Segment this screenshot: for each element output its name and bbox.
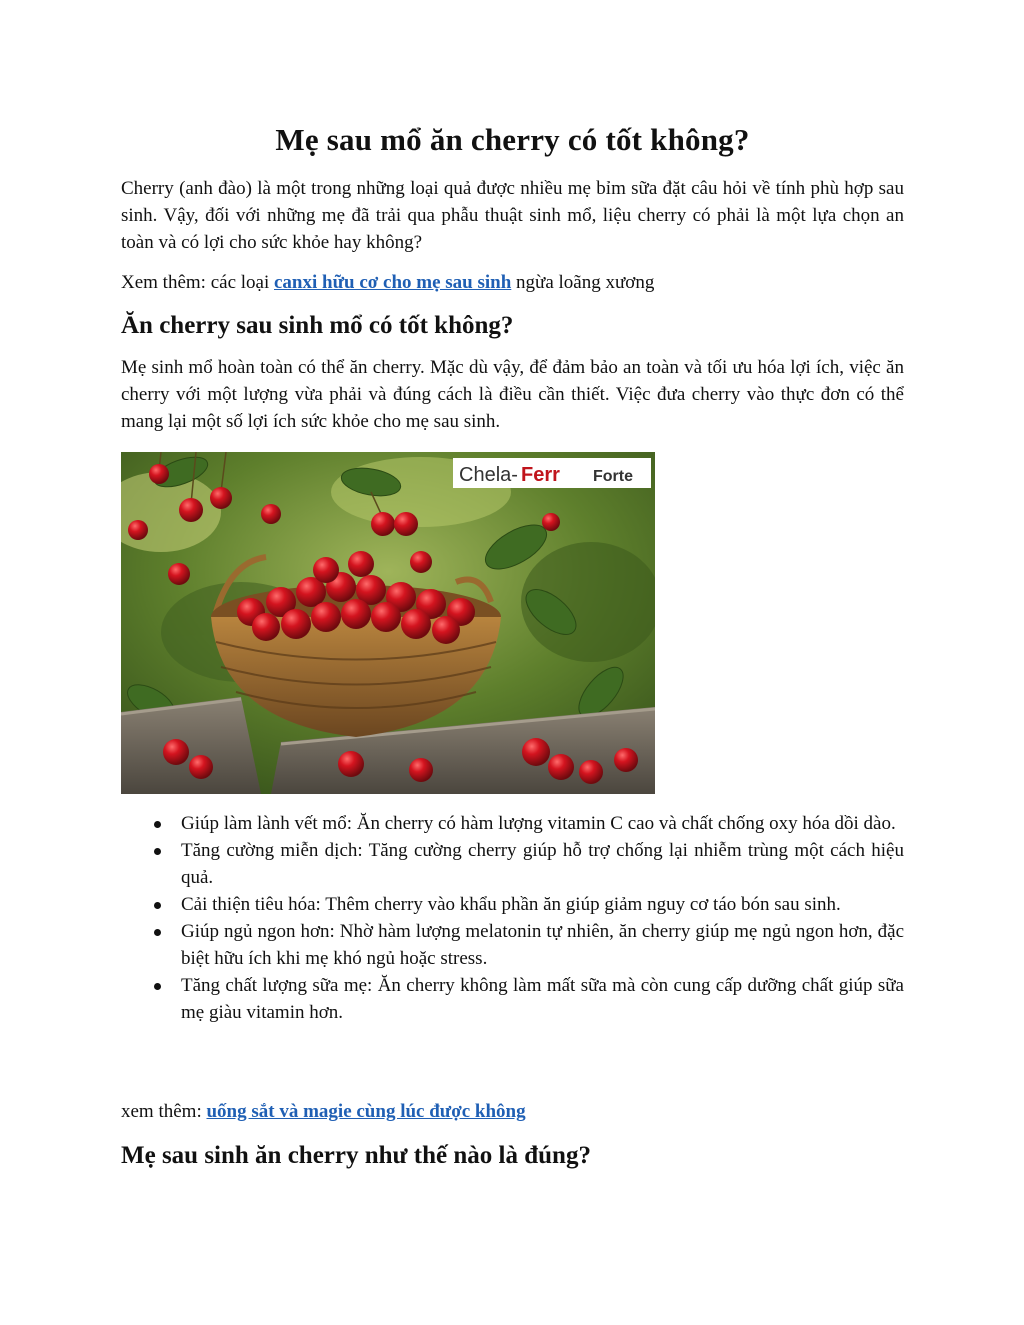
brand-ferr: Ferr bbox=[521, 464, 560, 486]
section-1-paragraph: Mẹ sinh mổ hoàn toàn có thể ăn cherry. Mặc dù vậy, để đảm bảo an toàn và tối ưu hóa lợi ích, việc ăn cherry với một lượng vừa phải và đúng cách là điều cần thiết. Việc đưa cherry vào thực đơn có thể mang lại một số lợi ích sức khỏe cho mẹ sau sinh. bbox=[121, 357, 904, 432]
cherry-basket-illustration bbox=[121, 452, 655, 794]
brand-forte: Forte bbox=[593, 468, 633, 485]
list-item: Tăng chất lượng sữa mẹ: Ăn cherry không làm mất sữa mà còn cung cấp dưỡng chất giúp sữa mẹ giàu vitamin hơn. bbox=[181, 972, 904, 1026]
intro-paragraph: Cherry (anh đào) là một trong những loại quả được nhiều mẹ bỉm sữa đặt câu hỏi về tính phù hợp sau sinh. Vậy, đối với những mẹ đã trải qua phẫu thuật sinh mổ, liệu cherry có phải là một lựa chọn an toàn và có lợi cho sức khỏe hay không? bbox=[121, 178, 904, 253]
benefits-list bbox=[121, 810, 904, 1026]
brand-chela: Chela- bbox=[459, 464, 518, 486]
link-uong-sat-magie[interactable]: uống sắt và magie cùng lúc được không bbox=[206, 1101, 526, 1122]
page-title: Mẹ sau mổ ăn cherry có tốt không? bbox=[275, 122, 750, 157]
link-canxi-huu-co[interactable]: canxi hữu cơ cho mẹ sau sinh bbox=[274, 272, 512, 293]
list-item: Cải thiện tiêu hóa: Thêm cherry vào khẩu phần ăn giúp giảm nguy cơ táo bón sau sinh. bbox=[181, 891, 904, 918]
brand-logo bbox=[453, 458, 651, 488]
list-item: Giúp ngủ ngon hơn: Nhờ hàm lượng melatonin tự nhiên, ăn cherry giúp mẹ ngủ ngon hơn, đặc biệt hữu ích khi mẹ khó ngủ hoặc stress. bbox=[181, 918, 904, 972]
see-also-prefix-2: xem thêm: bbox=[121, 1101, 207, 1122]
see-also-suffix: ngừa loãng xương bbox=[511, 272, 655, 293]
list-item: Giúp làm lành vết mổ: Ăn cherry có hàm lượng vitamin C cao và chất chống oxy hóa dồi dào. bbox=[181, 810, 904, 837]
see-also-prefix: Xem thêm: các loại bbox=[121, 272, 274, 293]
section-heading-1: Ăn cherry sau sinh mổ có tốt không? bbox=[121, 312, 514, 339]
see-also-line-2 bbox=[121, 1098, 904, 1125]
section-heading-2: Mẹ sau sinh ăn cherry như thế nào là đúng? bbox=[121, 1142, 591, 1169]
cherry-basket-photo bbox=[121, 452, 655, 794]
list-item: Tăng cường miễn dịch: Tăng cường cherry giúp hỗ trợ chống lại nhiễm trùng một cách hiệu quả. bbox=[181, 837, 904, 891]
see-also-line bbox=[121, 269, 904, 296]
